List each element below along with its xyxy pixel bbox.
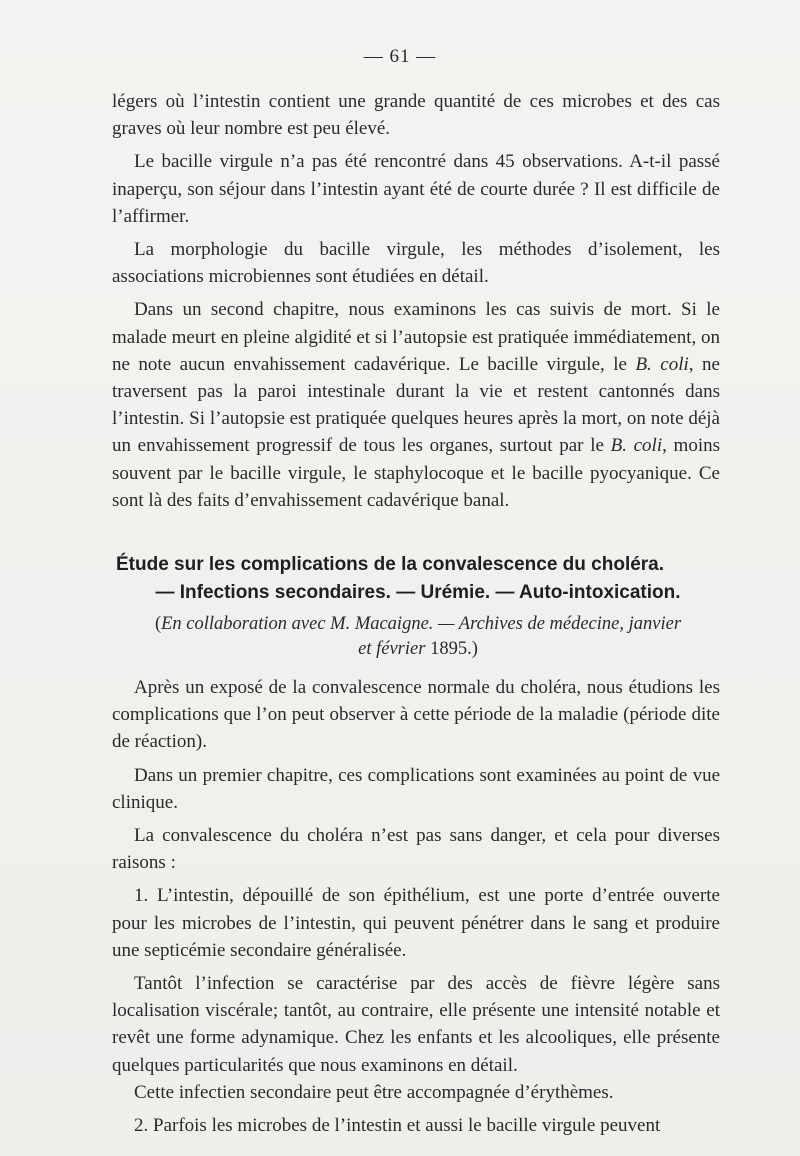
page-number: — 61 —	[363, 46, 437, 67]
body-text-bottom	[112, 674, 720, 1139]
citation-text: En collaboration avec M. Macaigne. — Archives de médecine, janvier	[161, 614, 682, 634]
section-header	[116, 552, 720, 662]
italic-b-coli-2: B. coli	[610, 435, 663, 457]
paragraph-item-2: 2. Parfois les microbes de l’intestin et aussi le bacille virgule peuvent	[134, 1115, 661, 1137]
paragraph-convalescence: La convalescence du choléra n’est pas sans danger, et cela pour diverses raisons :	[112, 825, 720, 874]
paragraph-continuation: légers où l’intestin contient une grande quantité de ces microbes et des cas graves où leur nombre est peu élevé.	[112, 91, 720, 140]
body-text-top	[112, 88, 720, 514]
paragraph-morphologie: La morphologie du bacille virgule, les méthodes d’isolement, les associations microbiennes sont étudiées en détail.	[112, 239, 720, 288]
death-text-part3: , moins souvent par le bacille virgule, le staphylocoque et le bacille pyocyanique. Ce sont là des faits d’envahissement cadavérique banal.	[112, 435, 721, 511]
paragraph-cas-suivis-de-mort	[112, 296, 720, 514]
paragraph-item-1: 1. L’intestin, dépouillé de son épithélium, est une porte d’entrée ouverte pour les microbes de l’intestin, qui peuvent pénétrer dans le sang et produire une septicémie secondaire généralisée.	[112, 885, 720, 961]
citation-date-italic: et février	[358, 639, 426, 659]
paragraph-bacille-virgule: Le bacille virgule n’a pas été rencontré dans 45 observations. A-t-il passé inaperçu, son séjour dans l’intestin ayant été de courte durée ? Il est difficile de l’affirmer.	[112, 151, 720, 227]
italic-b-coli-1: B. coli	[635, 353, 689, 375]
section-heading-line2: — Infections secondaires. — Urémie. — Auto-intoxication.	[155, 582, 681, 603]
death-text-part2: , ne traversent pas la paroi intestinale durant la vie et restent cantonnés dans l’intestin. Si l’autopsie est pratiquée quelques heures après la mort, on note déjà un envahissement progressif de tous les organes, surtout par le	[112, 353, 720, 457]
citation-year: 1895.)	[425, 639, 478, 659]
death-text-part1: Dans un second chapitre, nous examinons les cas suivis de mort. Si le malade meurt en pleine algidité et si l’autopsie est pratiquée immédiatement, on ne note aucun envahissement cadavérique. Le bacille virgule, le	[112, 299, 720, 375]
section-citation-line2	[116, 637, 720, 662]
paragraph-infection: Tantôt l’infection se caractérise par des accès de fièvre légère sans localisation viscérale; tantôt, au contraire, elle présente une intensité notable et revêt une forme adynamique. Chez les enfants et les alcooliques, elle présente quelques particularités que nous examinons en détail.	[112, 973, 720, 1076]
citation-open-paren: (	[154, 614, 162, 634]
paragraph-erythemes: Cette infectien secondaire peut être accompagnée d’érythèmes.	[134, 1081, 614, 1103]
paragraph-expose: Après un exposé de la convalescence normale du choléra, nous étudions les complications que l’on peut observer à cette période de la maladie (période dite de réaction).	[112, 677, 720, 753]
paragraph-premier-chapitre: Dans un premier chapitre, ces complications sont examinées au point de vue clinique.	[112, 764, 720, 813]
section-heading-line1: Étude sur les complications de la convalescence du choléra.	[116, 554, 665, 575]
section-citation	[116, 612, 720, 637]
